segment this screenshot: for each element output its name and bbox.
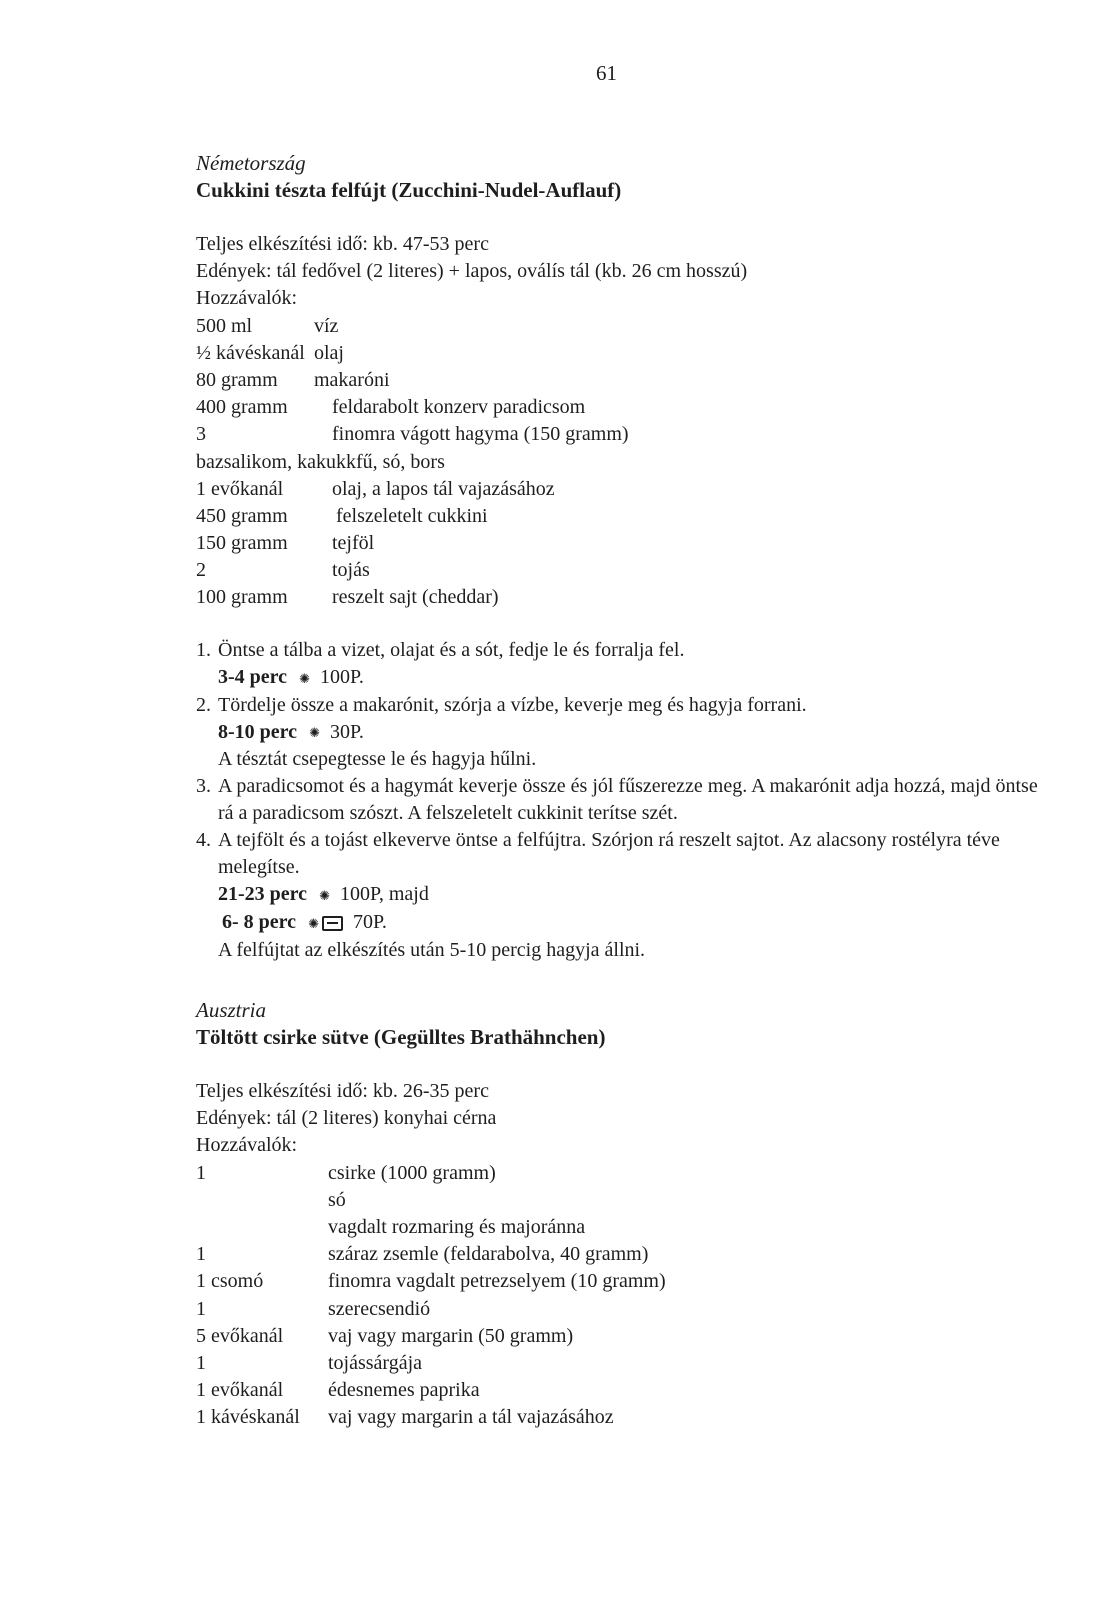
step-list	[196, 637, 1056, 965]
ingredient-row: 400 gramm feldarabolt konzerv paradicsom	[196, 396, 586, 419]
cook-time: 8-10 perc	[218, 720, 298, 743]
recipe-info	[196, 1078, 1056, 1160]
ingredient-row: 5 evőkanál vaj vagy margarin (50 gramm)	[196, 1324, 574, 1347]
ingredient-row: 1 kávéskanál vaj vagy margarin a tál vajazásához	[196, 1406, 614, 1429]
prep-time: Teljes elkészítési idő: kb. 47-53 perc	[196, 233, 489, 255]
cook-time: 6- 8 perc	[222, 911, 297, 934]
ingredient-row: 100 gramm reszelt sajt (cheddar)	[196, 586, 499, 609]
ingredient-row: bazsalikom, kakukkfű, só, bors	[196, 450, 445, 473]
ingredient-row: ½ kávéskanál olaj	[196, 341, 344, 364]
cook-time: 3-4 perc	[218, 665, 288, 688]
recipe-zucchini	[196, 150, 1056, 964]
step-2: 2. Tördelje össze a makarónit, szórja a vízbe, keverje meg és hagyja forrani.	[196, 693, 807, 716]
ingredient-row: 500 ml víz	[196, 314, 339, 337]
dishes: Edények: tál (2 literes) konyhai cérna	[196, 1107, 497, 1130]
power-level: 70P.	[352, 911, 387, 934]
ingredient-row: 1 csomó finomra vagdalt petrezselyem (10 gramm)	[196, 1270, 666, 1293]
step-setting	[196, 664, 1056, 692]
power-level: 100P, majd	[339, 883, 429, 906]
ingredient-row: 1 evőkanál édesnemes paprika	[196, 1379, 480, 1402]
microwave-icon: ✺	[319, 888, 330, 904]
dishes: Edények: tál fedővel (2 literes) + lapos, oválís tál (kb. 26 cm hosszú)	[196, 260, 748, 283]
ingredient-row: 1 szerecsendió	[196, 1297, 431, 1320]
step-setting	[196, 909, 1056, 937]
ingredients-heading: Hozzávalók:	[196, 287, 298, 310]
ingredient-row: só	[328, 1188, 346, 1211]
page-number: 61	[596, 61, 617, 85]
step-note: A felfújtat az elkészítés után 5-10 percig hagyja állni.	[218, 939, 646, 962]
prep-time: Teljes elkészítési idő: kb. 26-35 perc	[196, 1080, 489, 1102]
ingredient-row: 1 csirke (1000 gramm)	[196, 1161, 496, 1184]
recipe-country: Ausztria	[196, 998, 267, 1022]
power-level: 100P.	[319, 665, 364, 688]
ingredient-row: vagdalt rozmaring és majoránna	[328, 1215, 586, 1238]
step-setting	[196, 719, 1056, 747]
ingredients-heading: Hozzávalók:	[196, 1134, 298, 1157]
ingredient-row: 2 tojás	[196, 559, 370, 582]
ingredient-list	[196, 1160, 1056, 1432]
step-1: 1. Öntse a tálba a vizet, olajat és a sót, fedje le és forralja fel.	[196, 638, 685, 661]
cook-time: 21-23 perc	[218, 883, 308, 906]
microwave-icon: ✺	[308, 916, 319, 932]
step-4: 4. A tejfölt és a tojást elkeverve öntse a felfújtra. Szórjon rá reszelt sajtot. Az alacsony rostélyra téve melegítse.	[196, 829, 1000, 879]
recipe-country: Németország	[196, 151, 306, 175]
ingredient-row: 150 gramm tejföl	[196, 532, 375, 555]
ingredient-row: 3 finomra vágott hagyma (150 gramm)	[196, 423, 629, 446]
recipe-chicken	[196, 997, 1056, 1431]
ingredient-list	[196, 313, 1056, 612]
recipe-title: Töltött csirke sütve (Gegülltes Brathähnchen)	[196, 1025, 606, 1049]
ingredient-row: 1 száraz zsemle (feldarabolva, 40 gramm)	[196, 1243, 649, 1266]
ingredient-row: 80 gramm makaróni	[196, 368, 390, 391]
grill-icon	[322, 916, 343, 931]
microwave-icon: ✺	[299, 670, 310, 686]
ingredient-row: 450 gramm felszeletelt cukkini	[196, 504, 488, 527]
step-note: A tésztát csepegtesse le és hagyja hűlni.	[218, 748, 537, 771]
recipe-title: Cukkini tészta felfújt (Zucchini-Nudel-Auflauf)	[196, 178, 622, 202]
recipe-info	[196, 231, 1056, 313]
microwave-icon: ✺	[309, 725, 320, 741]
step-setting	[196, 881, 1056, 909]
step-3: 3. A paradicsomot és a hagymát keverje össze és jól fűszerezze meg. A makarónit adja hozzá, majd öntse rá a paradicsom szószt. A felszeletelt cukkinit terítse szét.	[196, 775, 1038, 825]
power-level: 30P.	[329, 720, 364, 743]
ingredient-row: 1 tojássárgája	[196, 1351, 423, 1374]
ingredient-row: 1 evőkanál olaj, a lapos tál vajazásához	[196, 477, 555, 500]
